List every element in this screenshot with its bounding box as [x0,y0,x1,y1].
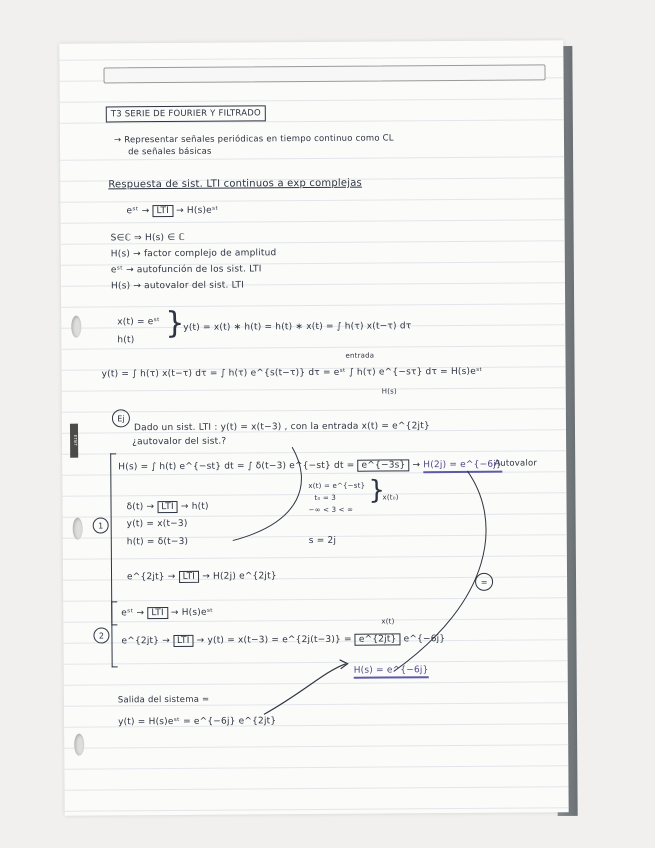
salida-line-1: Salida del sistema = [117,694,210,706]
notebook-page [59,40,568,815]
entrada-label: entrada [345,351,375,360]
intro-line-1: → Representar señales periódicas en tiempo continuo como CL [113,133,394,146]
brace: } [368,475,386,506]
def-est-line: eˢᵗ → autofunción de los sist. LTI [110,264,262,276]
lti-input: eˢᵗ → [126,206,150,217]
hs-under-label: H(s) [381,387,397,396]
hs-eq-text: H(s) = ∫ h(t) e^{−st} dt = ∫ δ(t−3) e^{−st} dt = [118,460,355,473]
lti-box: LTI [179,571,200,583]
e2j-input: e^{2jt} → [127,571,176,583]
p2-output-1: → H(s)eˢᵗ [170,607,214,619]
p2-input-2: e^{2jt} → [121,636,171,647]
ht-eq: h(t) = δ(t−3) [126,536,189,548]
p2-output-2: → y(t) = x(t−3) = e^{2j(t−3)} = [196,634,352,646]
s-eq: s = 2j [308,535,337,547]
title-box: T3 SERIE DE FOURIER Y FILTRADO [106,105,266,122]
convolution-equation: y(t) = x(t) ∗ h(t) = h(t) ∗ x(t) = ∫ h(τ) x(t−τ) dτ [183,321,412,333]
prop-xt0: x(t₀) [382,493,399,502]
e2j-output: → H(2j) e^{2jt} [202,571,277,582]
p2-input-1: eˢᵗ → [121,608,145,619]
def-hs2-line: H(s) → autovalor del sist. LTI [110,280,245,292]
xt-def: x(t) = eˢᵗ [117,317,160,328]
delta-output: → h(t) [180,501,209,512]
h2j-value: H(2j) = e^{−6j} [423,460,502,474]
yt-eq: y(t) = x(t−3) [126,518,188,530]
step-1-marker: 1 [93,517,109,533]
s-in-c-line: S∈ℂ ⇒ H(s) ∈ ℂ [110,232,185,244]
p2-tail: e^{−6j} [403,634,446,645]
autovalor-label: Autovalor [494,458,538,469]
sidebar-tab: ETSIT [70,424,78,458]
example-marker: Ej [112,409,130,427]
arrow-curve [392,471,487,672]
example-statement-1: Dado un sist. LTI : y(t) = x(t−3) , con la entrada x(t) = e^{2jt} [133,421,430,434]
arrow-curve [264,664,346,715]
arrow-curve [232,447,302,540]
section-heading: Respuesta de sist. LTI continuos a exp complejas [108,177,362,191]
example-statement-2: ¿autovalor del sist.? [132,436,227,448]
hs-boxed-value: e^{−3s} [357,459,409,471]
salida-line-2: y(t) = H(s)eˢᵗ = e^{−6j} e^{2jt} [118,716,277,728]
lti-box: LTI [173,635,194,647]
brace: } [165,305,185,342]
lti-output: → H(s)eˢᵗ [176,205,219,216]
hs-final-text: H(s) = e^{−6j} [354,665,429,679]
prop-range: −∞ < 3 < ∞ [308,505,354,515]
ht-def: h(t) [117,335,135,346]
delta-input: δ(t) → [126,502,155,513]
lti-box: LTI [147,607,168,619]
arrow: → [412,460,421,471]
long-equation: y(t) = ∫ h(τ) x(t−τ) dτ = ∫ h(τ) e^{s(t−τ)} dτ = eˢᵗ ∫ h(τ) e^{−sτ} dτ = H(s)eˢᵗ [101,366,483,380]
intro-line-2: de señales básicas [128,146,212,158]
equals-marker: = [475,573,493,591]
prop-xt: x(t) = e^{−st} [308,481,366,491]
arrow-overlay [59,40,568,815]
def-hs-line: H(s) → factor complejo de amplitud [110,248,277,260]
prop-t0: t₀ = 3 [314,493,337,502]
p2-xt-label: x(t) [381,617,395,626]
lti-box: LTI [157,501,178,513]
lti-box: LTI [152,205,173,217]
p2-boxed-value: e^{2jt} [355,633,401,645]
step-2-marker: 2 [93,627,109,643]
